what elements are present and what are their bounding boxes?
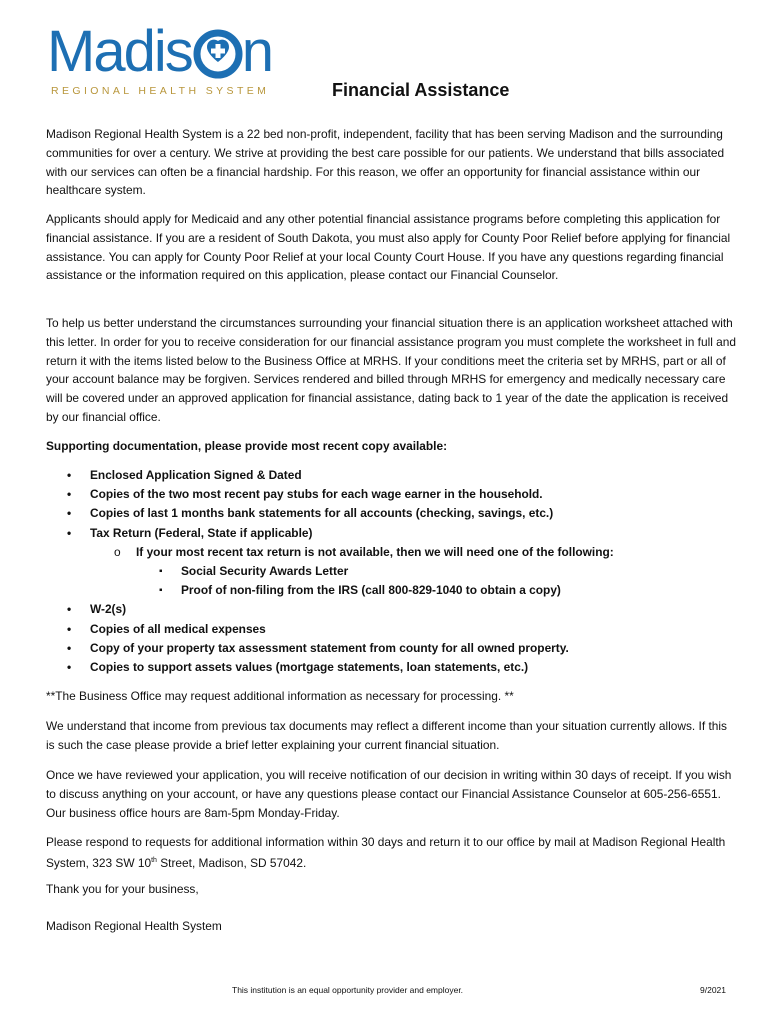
sub-sub-list-item: ▪ Proof of non-filing from the IRS (call 800-829-1040 to obtain a copy)	[136, 581, 736, 600]
logo-wordmark	[47, 19, 272, 84]
documents-list	[46, 466, 736, 677]
list-item: • Copies of the two most recent pay stubs for each wage earner in the household.	[46, 485, 736, 504]
logo-word-start: Madis	[47, 19, 192, 84]
thanks-text: Thank you for your business,	[46, 882, 199, 896]
notification-paragraph	[46, 766, 736, 822]
list-item: • W-2(s)	[46, 600, 736, 619]
respond-paragraph	[46, 833, 736, 873]
supporting-heading-text: Supporting documentation, please provide most recent copy available:	[46, 439, 448, 453]
notification-text: Once we have reviewed your application, you will receive notification of our decision in writing within 30 days of receipt. If you wish to discuss anything on your account, or have any questions please contact our Financial Assistance Counselor at 605-256-6551. Our business office hours are 8am-5pm Monday-Friday.	[46, 768, 732, 820]
income-text: We understand that income from previous tax documents may reflect a different income than your situation currently allows. If this is such the case please provide a brief letter explaining your current financial situation.	[46, 719, 727, 752]
sub-sub-list-item: ▪ Social Security Awards Letter	[136, 562, 736, 581]
business-office-note	[46, 687, 736, 706]
list-item-tax-return	[46, 524, 736, 601]
list-item: • Copy of your property tax assessment statement from county for all owned property.	[46, 639, 736, 658]
respond-text-start: Please respond to requests for additional information within 30 days and return it to our office by mail at Madison Regional Health System, 323 SW 10	[46, 835, 726, 870]
list-item: • Copies of last 1 months bank statements for all accounts (checking, savings, etc.)	[46, 504, 736, 523]
thanks-line	[46, 880, 736, 899]
signature-line	[46, 917, 736, 936]
business-office-note-text: **The Business Office may request additional information as necessary for processing. **	[46, 689, 514, 703]
intro-text: Madison Regional Health System is a 22 bed non-profit, independent, facility that has been serving Madison and the surrounding communities for over a century. We strive at providing the best care possible for our patients. We understand that bills associated with our services can often be a financial hardship. For this reason, we offer an opportunity for financial assistance within our healthcare system.	[46, 127, 725, 198]
footer-date: 9/2021	[700, 985, 726, 995]
respond-superscript: th	[151, 856, 157, 864]
logo-word-end: n	[241, 19, 272, 84]
logo-subtitle: REGIONAL HEALTH SYSTEM	[51, 85, 270, 97]
madison-logo	[47, 19, 297, 102]
worksheet-paragraph	[46, 314, 736, 427]
sub-bullet-marker: o	[114, 544, 121, 559]
list-item: • Enclosed Application Signed & Dated	[46, 466, 736, 485]
medical-cross-icon	[192, 28, 244, 80]
list-item: • Copies to support assets values (mortgage statements, loan statements, etc.)	[46, 658, 736, 677]
footer-equal-opportunity: This institution is an equal opportunity provider and employer.	[232, 985, 464, 995]
apply-paragraph	[46, 210, 736, 285]
list-item: • Copies of all medical expenses	[46, 620, 736, 639]
tax-return-label: Tax Return (Federal, State if applicable)	[90, 525, 313, 540]
signature-text: Madison Regional Health System	[46, 919, 222, 933]
sub-list-text: If your most recent tax return is not available, then we will need one of the following:	[136, 544, 614, 559]
worksheet-text: To help us better understand the circumstances surrounding your financial situation there is an application worksheet attached with this letter. In order for you to receive consideration for our financial assistance program you must complete the worksheet in full and return it with the items listed below to the Business Office at MRHS. If your conditions meet the criteria set by MRHS, part or all of your account balance may be forgiven. Services rendered and billed through MRHS for emergency and medically necessary care will be covered under an approved application for financial assistance, dating back to 1 year of the date the application is received by our financial office.	[46, 316, 737, 424]
page-title: Financial Assistance	[332, 80, 510, 100]
respond-text-end: Street, Madison, SD 57042.	[156, 855, 307, 870]
income-paragraph	[46, 717, 736, 755]
supporting-heading	[46, 437, 736, 456]
respond-text	[46, 833, 736, 873]
apply-text: Applicants should apply for Medicaid and any other potential financial assistance programs before completing this application for financial assistance. If you are a resident of South Dakota, you must also apply for County Poor Relief before applying for financial assistance. You can apply for County Poor Relief at your local County Court House. If you have any questions regarding financial assistance or the information required on this application, please contact our Financial Counselor.	[46, 212, 731, 283]
intro-paragraph	[46, 125, 736, 200]
sub-list-item	[90, 543, 736, 601]
